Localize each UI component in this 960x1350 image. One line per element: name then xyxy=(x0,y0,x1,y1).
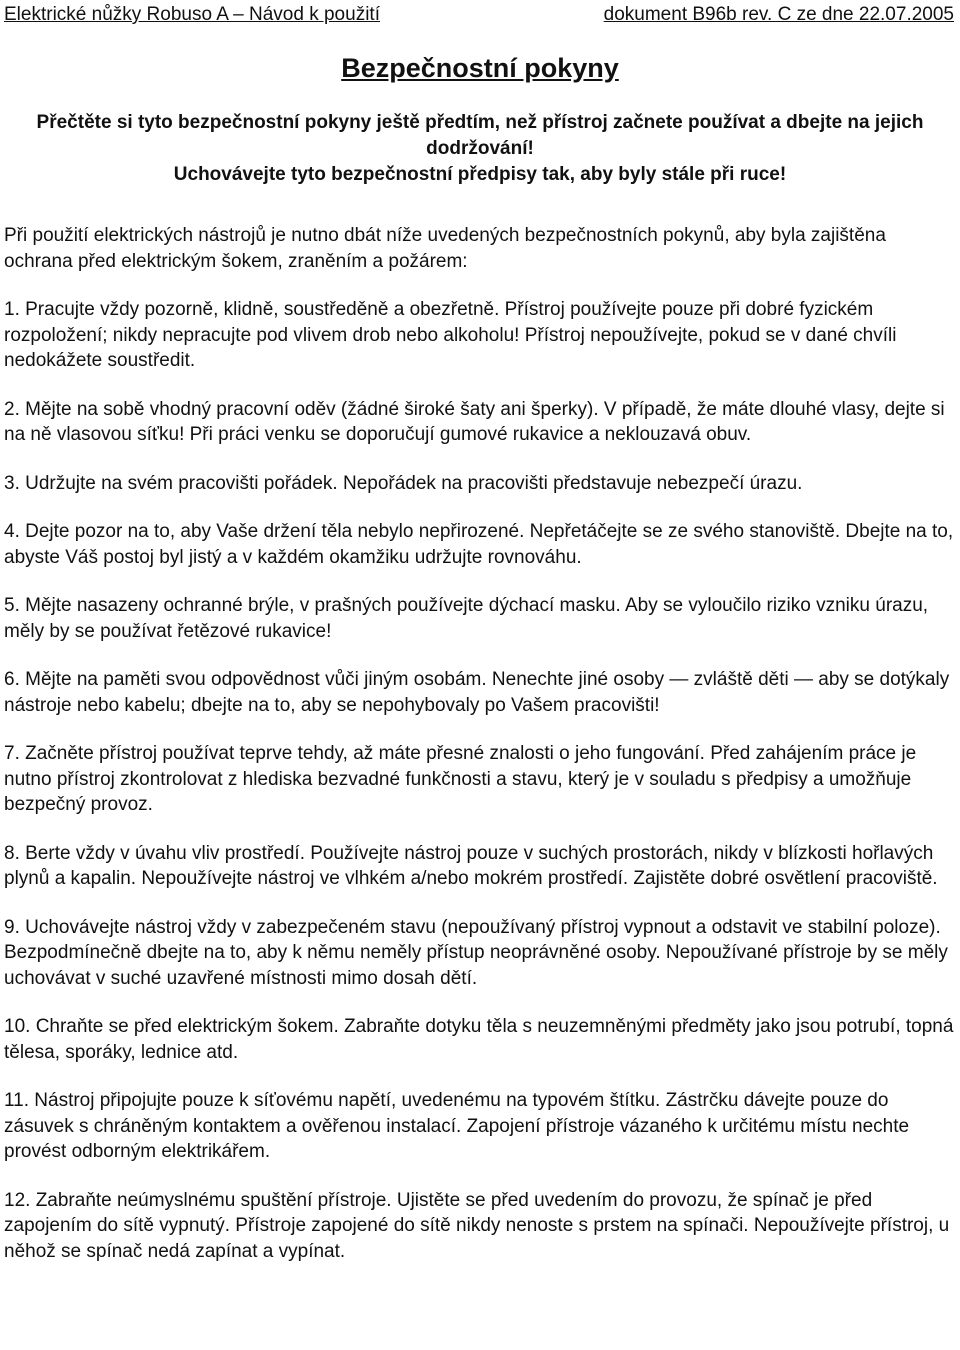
safety-item: 1. Pracujte vždy pozorně, klidně, soustředěně a obezřetně. Přístroj používejte pouze při dobré fyzickém rozpoložení; nikdy nepracujte pod vlivem drob nebo alkoholu! Přístroj nepoužívejte, pokud se v dané chvíli nedokážete soustředit. xyxy=(4,299,897,371)
safety-instructions-list xyxy=(4,297,956,1264)
safety-item: 12. Zabraňte neúmyslnému spuštění přístroje. Ujistěte se před uvedením do provozu, že spínač je před zapojením do sítě vypnutý. Přístroje zapojené do sítě nikdy nenoste s prstem na spínači. Nepoužívejte přístroj, u něhož se spínač nedá zapínat a vypínat. xyxy=(4,1189,950,1262)
safety-item: 4. Dejte pozor na to, aby Vaše držení těla nebylo nepřirozené. Nepřetáčejte se ze svého stanoviště. Dbejte na to, abyste Váš postoj byl jistý a v každém okamžiku udržujte rovnováhu. xyxy=(4,521,954,568)
safety-item: 5. Mějte nasazeny ochranné brýle, v prašných používejte dýchací masku. Aby se vyloučilo riziko vzniku úrazu, měly by se používat řetězové rukavice! xyxy=(4,595,929,642)
preface-paragraph: Při použití elektrických nástrojů je nutno dbát níže uvedených bezpečnostních pokynů, aby byla zajištěna ochrana před elektrickým šokem, zraněním a požárem: xyxy=(4,225,886,272)
safety-item: 8. Berte vždy v úvahu vliv prostředí. Používejte nástroj pouze v suchých prostorách, nikdy v blízkosti hořlavých plynů a kapalin. Nepoužívejte nástroj ve vlhkém a/nebo mokrém prostředí. Zajistěte dobré osvětlení pracoviště. xyxy=(4,842,938,889)
safety-item: 10. Chraňte se před elektrickým šokem. Zabraňte dotyku těla s neuzemněnými předměty jako jsou potrubí, topná tělesa, sporáky, lednice atd. xyxy=(4,1016,954,1063)
intro-keep-instructions: Uchovávejte tyto bezpečnostní předpisy tak, aby byly stále při ruce! xyxy=(173,164,787,185)
safety-item: 3. Udržujte na svém pracovišti pořádek. Nepořádek na pracovišti představuje nebezpečí úrazu. xyxy=(4,472,803,494)
page-header xyxy=(4,4,954,26)
safety-item: 6. Mějte na paměti svou odpovědnost vůči jiným osobám. Nenechte jiné osoby — zvláště děti — aby se dotýkaly nástroje nebo kabelu; dbejte na to, aby se nepohybovaly po Vašem pracovišti! xyxy=(4,669,950,716)
safety-item: 9. Uchovávejte nástroj vždy v zabezpečeném stavu (nepoužívaný přístroj vypnout a odstavit ve stabilní poloze). Bezpodmínečně dbejte na to, aby k němu neměly přístup neoprávněné osoby. Nepoužívané přístroje by se měly uchovávat v suché uzavřené místnosti mimo dosah dětí. xyxy=(4,916,948,989)
safety-item: 11. Nástroj připojujte pouze k síťovému napětí, uvedenému na typovém štítku. Zástrčku dávejte pouze do zásuvek s chráněným kontaktem a ověřenou instalací. Zapojení přístroje vázaného k určitému místu nechte provést odborným elektrikářem. xyxy=(4,1090,910,1162)
header-document-reference: dokument B96b rev. C ze dne 22.07.2005 xyxy=(603,4,954,25)
safety-item: 2. Mějte na sobě vhodný pracovní oděv (žádné široké šaty ani šperky). V případě, že máte dlouhé vlasy, dejte si na ně vlasovou síťku! Při práci venku se doporučují gumové rukavice a neklouzavá obuv. xyxy=(4,398,945,445)
safety-item: 7. Začněte přístroj používat teprve tehdy, až máte přesné znalosti o jeho fungování. Před zahájením práce je nutno přístroj zkontrolovat z hlediska bezvadné funkčnosti a stavu, který je v souladu s předpisy a umožňuje bezpečný provoz. xyxy=(4,743,917,815)
section-title: Bezpečnostní pokyny xyxy=(341,53,619,83)
header-product-title: Elektrické nůžky Robuso A – Návod k použití xyxy=(4,4,380,25)
intro-warning: Přečtěte si tyto bezpečnostní pokyny ještě předtím, než přístroj začnete používat a dbejte na jejich dodržování! xyxy=(36,112,924,159)
intro-block xyxy=(4,110,956,188)
